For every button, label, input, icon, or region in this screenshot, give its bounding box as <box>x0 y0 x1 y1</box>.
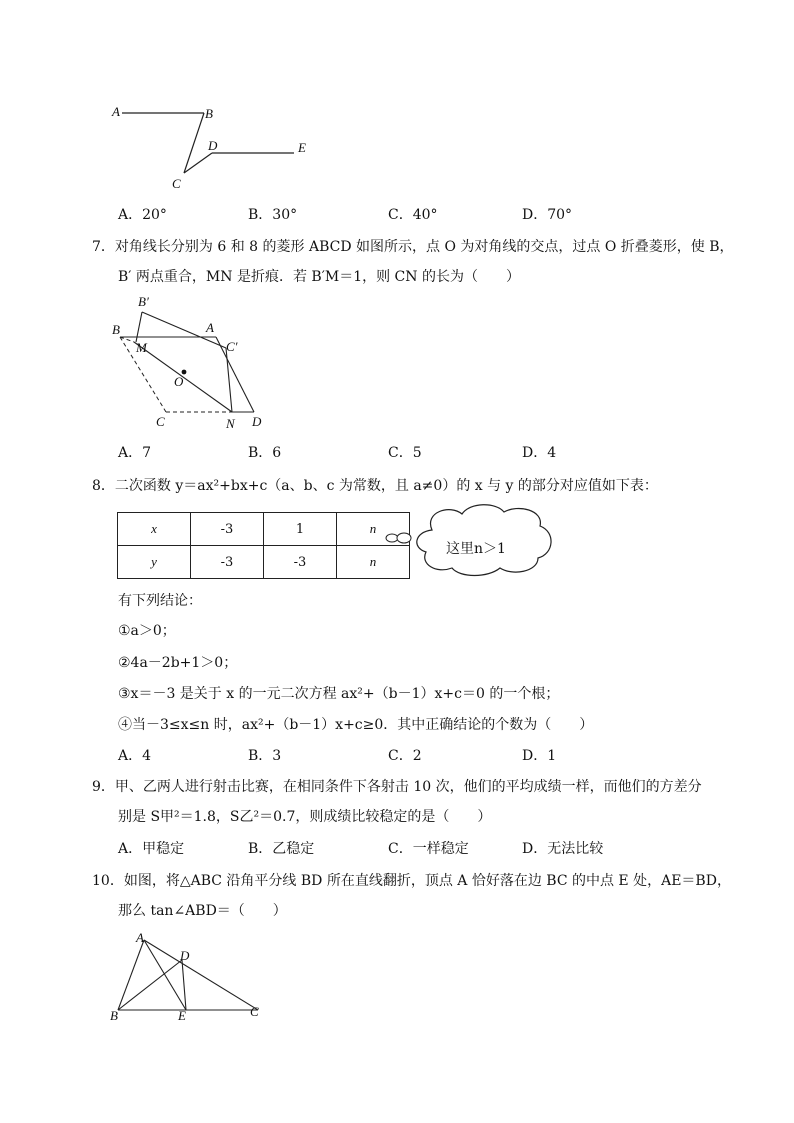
q9-stem-line1: 9．甲、乙两人进行射击比赛，在相同条件下各射击 10 次，他们的平均成绩一样，而他们的方差分 <box>92 779 702 795</box>
q9-stem-line2: 别是 S甲²＝1.8，S乙²＝0.7，则成绩比较稳定的是（ ） <box>118 809 492 825</box>
q8-value-table <box>117 512 410 579</box>
q7-figure <box>108 292 268 432</box>
q10-figure <box>108 928 278 1023</box>
label-o: O <box>174 374 184 389</box>
label-e: E <box>298 140 306 155</box>
label-d: D <box>252 414 262 429</box>
q8-conclusion-2: ②4a－2b+1＞0； <box>118 655 238 671</box>
segment-de <box>182 960 186 1010</box>
label-bp: B′ <box>138 294 149 309</box>
q8-conclusion-3: ③x＝－3 是关于 x 的一元二次方程 ax²+（b－1）x+c＝0 的一个根； <box>118 686 560 702</box>
label-b: B <box>205 106 213 121</box>
label-b: B <box>112 322 120 337</box>
q7-stem-line2: B′ 两点重合，MN 是折痕．若 B′M＝1，则 CN 的长为（ ） <box>118 269 520 285</box>
q7-option-d[interactable]: D．4 <box>522 445 557 461</box>
cloud-text: 这里n＞1 <box>446 541 506 557</box>
side-cpn <box>226 348 232 412</box>
label-d: D <box>180 948 190 963</box>
q8-option-d[interactable]: D．1 <box>522 748 557 764</box>
label-b: B <box>110 1008 118 1023</box>
q8-conclusion-1: ①a＞0； <box>118 623 176 639</box>
table-row <box>118 546 410 579</box>
q8-conclusions-intro: 有下列结论： <box>118 593 202 609</box>
q6-figure <box>108 100 328 195</box>
table-row <box>118 513 410 546</box>
q8-option-c[interactable]: C．2 <box>388 748 422 764</box>
q9-option-d[interactable]: D．无法比较 <box>522 841 604 857</box>
segment-bc <box>184 113 204 173</box>
q8-option-a[interactable]: A．4 <box>118 748 152 764</box>
q6-option-c[interactable]: C．40° <box>388 207 438 223</box>
label-a: A <box>112 104 120 119</box>
table-cell: -3 <box>264 546 337 579</box>
q7-option-b[interactable]: B．6 <box>248 445 282 461</box>
side-ac <box>144 940 258 1010</box>
q9-option-b[interactable]: B．乙稳定 <box>248 841 315 857</box>
q8-option-b[interactable]: B．3 <box>248 748 282 764</box>
table-cell: -3 <box>191 513 264 546</box>
table-cell: n <box>337 546 410 579</box>
q8-conclusion-4: ④当－3≤x≤n 时，ax²+（b－1）x+c≥0．其中正确结论的个数为（ ） <box>118 717 594 733</box>
q8-stem: 8．二次函数 y＝ax²+bx+c（a、b、c 为常数，且 a≠0）的 x 与 y 的部分对应值如下表： <box>92 478 658 494</box>
label-e: E <box>178 1008 186 1023</box>
table-cell: n <box>337 513 410 546</box>
label-a: A <box>206 320 214 335</box>
table-cell: 1 <box>264 513 337 546</box>
label-c: C <box>156 414 165 429</box>
q6-option-a[interactable]: A．20° <box>118 207 167 223</box>
label-n: N <box>226 416 235 431</box>
q10-stem-line2: 那么 tan∠ABD＝（ ） <box>118 903 287 919</box>
table-cell: -3 <box>191 546 264 579</box>
q9-option-c[interactable]: C．一样稳定 <box>388 841 469 857</box>
q7-option-c[interactable]: C．5 <box>388 445 422 461</box>
label-a: A <box>136 930 144 945</box>
table-cell: y <box>118 546 191 579</box>
label-cp: C′ <box>226 339 238 354</box>
q7-option-a[interactable]: A．7 <box>118 445 152 461</box>
q6-option-d[interactable]: D．70° <box>522 207 573 223</box>
label-d: D <box>208 138 218 153</box>
label-c: C <box>172 176 181 191</box>
q6-option-b[interactable]: B．30° <box>248 207 298 223</box>
q7-stem-line1: 7．对角线长分别为 6 和 8 的菱形 ABCD 如图所示，点 O 为对角线的交点，过点 O 折叠菱形，使 B， <box>92 239 734 255</box>
label-m: M <box>136 340 147 355</box>
q10-stem-line1: 10．如图，将△ABC 沿角平分线 BD 所在直线翻折，顶点 A 恰好落在边 BC 的中点 E 处，AE＝BD， <box>92 873 731 889</box>
segment-cd <box>184 153 212 173</box>
q9-option-a[interactable]: A．甲稳定 <box>118 841 185 857</box>
table-cell: x <box>118 513 191 546</box>
label-c: C <box>250 1004 259 1019</box>
